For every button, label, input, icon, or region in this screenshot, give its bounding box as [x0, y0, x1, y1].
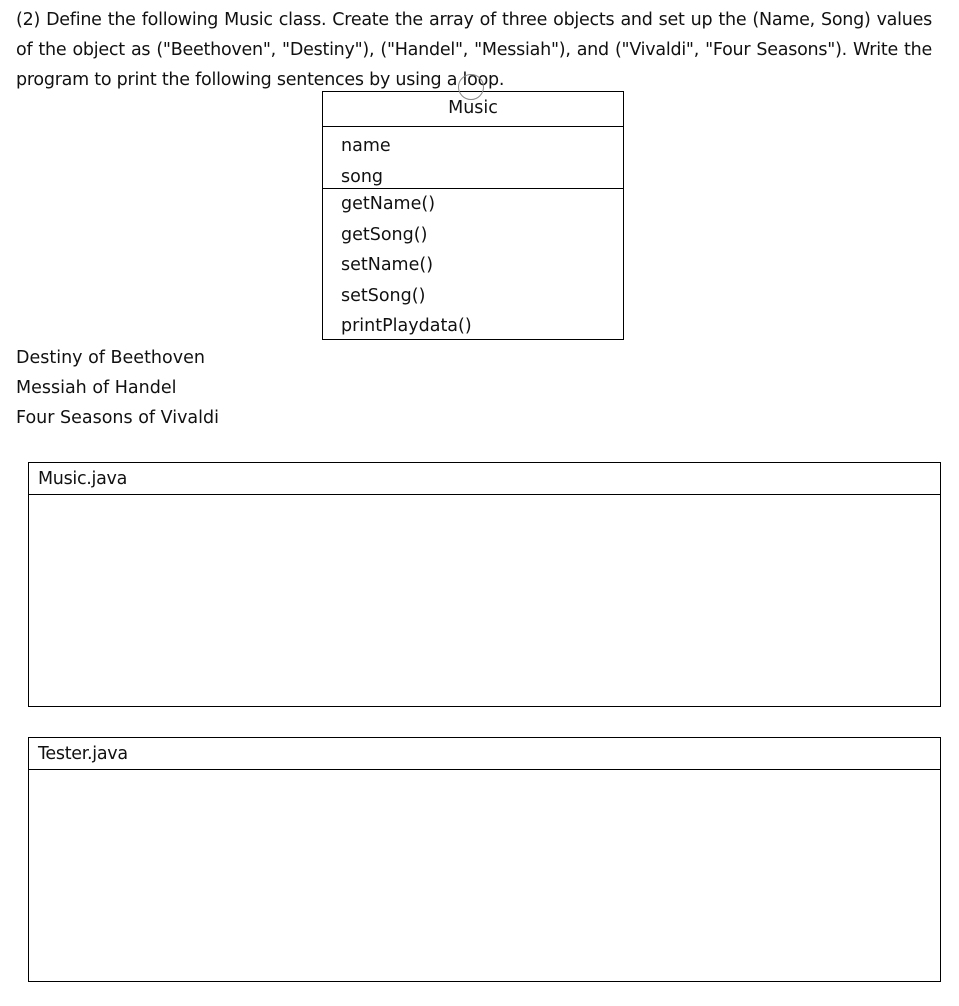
uml-method-set-song: setSong(): [341, 285, 426, 306]
output-line: Messiah of Handel: [16, 378, 177, 398]
music-java-answer-area[interactable]: [29, 495, 940, 706]
tester-java-answer-area[interactable]: [29, 770, 940, 981]
uml-class-name: Music: [323, 92, 623, 127]
uml-attribute-song: song: [341, 166, 384, 187]
uml-class-diagram: [322, 91, 624, 340]
output-line: Four Seasons of Vivaldi: [16, 408, 219, 428]
uml-method-print-playdata: printPlaydata(): [341, 316, 472, 336]
uml-method-get-song: getSong(): [341, 224, 428, 245]
music-java-answer-box: [28, 462, 941, 707]
problem-statement: (2) Define the following Music class. Create the array of three objects and set up the (Name, Song) values of the object as ("Beethoven", "Destiny"), ("Handel", "Messiah"), and ("Vivaldi", "Four Seasons"). Write the program to print the following sentences by using a loop.: [16, 10, 932, 90]
mouse-cursor-ring-icon: [458, 74, 484, 100]
uml-method-get-name: getName(): [341, 194, 436, 214]
tester-java-title: Tester.java: [29, 738, 940, 770]
uml-methods: [323, 189, 623, 342]
uml-attributes: [323, 127, 623, 189]
uml-attribute-name: name: [341, 136, 391, 156]
expected-output: [16, 343, 219, 433]
output-line: Destiny of Beethoven: [16, 348, 205, 368]
music-java-title: Music.java: [29, 463, 940, 495]
uml-method-set-name: setName(): [341, 255, 434, 275]
tester-java-answer-box: [28, 737, 941, 982]
